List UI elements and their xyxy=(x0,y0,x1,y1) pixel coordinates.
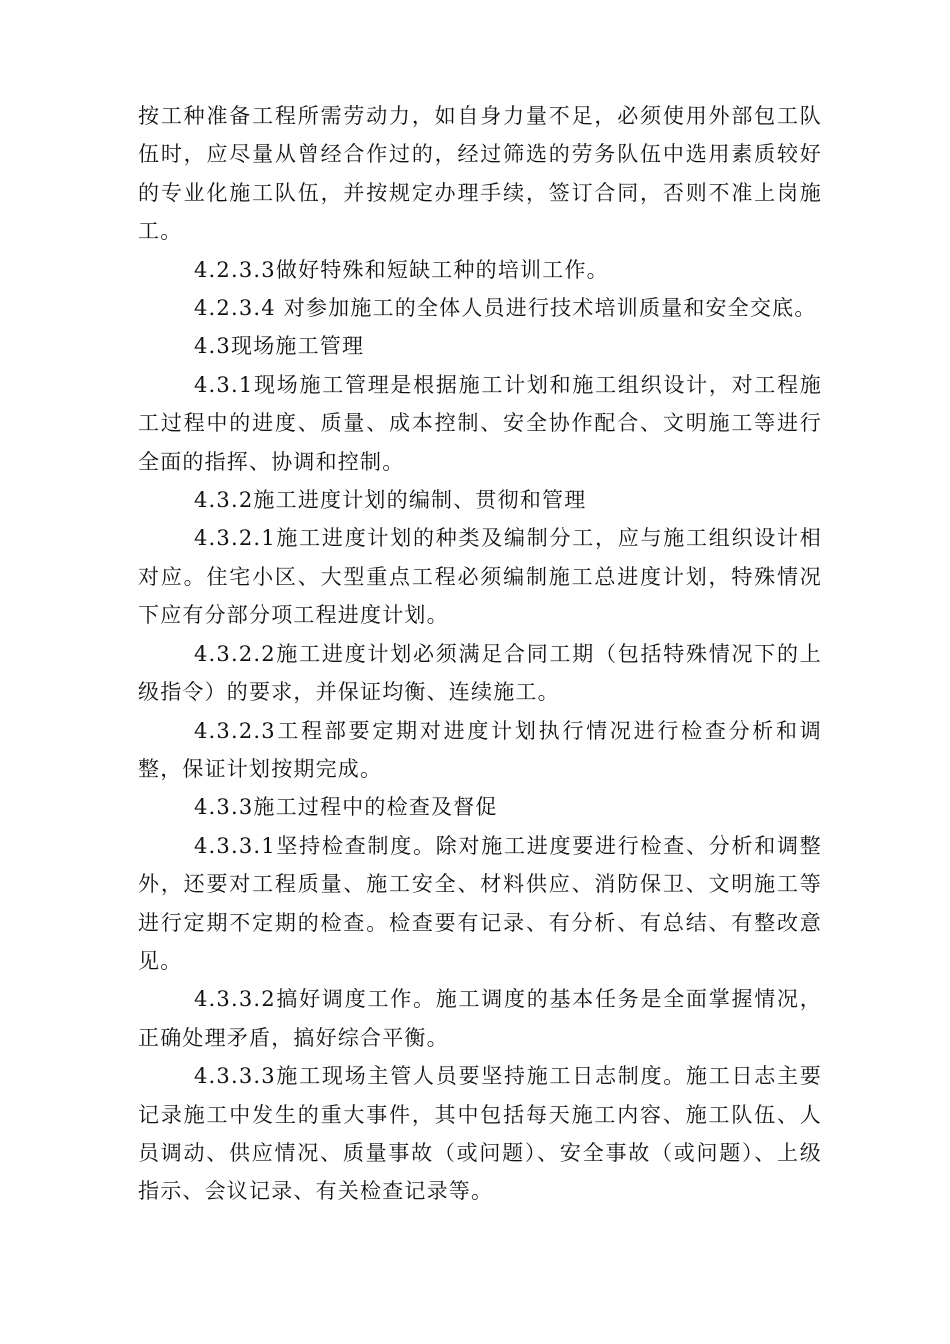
paragraph-4-2-3-3: 4.2.3.3做好特殊和短缺工种的培训工作。 xyxy=(194,257,609,282)
paragraph-4-3-3-1: 4.3.3.1坚持检查制度。除对施工进度要进行检查、分析和调整外，还要对工程质量、施工安全、材料供应、消防保卫、文明施工等进行定期不定期的检查。检查要有记录、有分析、有总结、有整改意见。 xyxy=(138,833,822,973)
paragraph-4-3-1: 4.3.1现场施工管理是根据施工计划和施工组织设计，对工程施工过程中的进度、质量、成本控制、安全协作配合、文明施工等进行全面的指挥、协调和控制。 xyxy=(138,372,822,474)
paragraph-4-3-2-1: 4.3.2.1施工进度计划的种类及编制分工，应与施工组织设计相对应。住宅小区、大型重点工程必须编制施工总进度计划，特殊情况下应有分部分项工程进度计划。 xyxy=(138,526,822,628)
paragraph-continuation-labor: 按工种准备工程所需劳动力，如自身力量不足，必须使用外部包工队伍时，应尽量从曾经合作过的，经过筛选的劳务队伍中选用素质较好的专业化施工队伍，并按规定办理手续，签订合同，否则不准上岗施工。 xyxy=(138,104,822,244)
heading-4-3: 4.3现场施工管理 xyxy=(194,334,365,359)
heading-4-3-3: 4.3.3施工过程中的检查及督促 xyxy=(194,795,498,820)
paragraph-4-3-2-3: 4.3.2.3工程部要定期对进度计划执行情况进行检查分析和调整，保证计划按期完成。 xyxy=(138,718,822,781)
paragraph-4-3-2-2: 4.3.2.2施工进度计划必须满足合同工期（包括特殊情况下的上级指令）的要求，并保证均衡、连续施工。 xyxy=(138,641,822,705)
document-body xyxy=(138,97,822,1211)
paragraph-4-2-3-4: 4.2.3.4 对参加施工的全体人员进行技术培训质量和安全交底。 xyxy=(194,296,817,321)
heading-4-3-2: 4.3.2施工进度计划的编制、贯彻和管理 xyxy=(194,488,587,513)
paragraph-4-3-3-2: 4.3.3.2搞好调度工作。施工调度的基本任务是全面掌握情况，正确处理矛盾，搞好综合平衡。 xyxy=(138,987,822,1050)
paragraph-4-3-3-3: 4.3.3.3施工现场主管人员要坚持施工日志制度。施工日志主要记录施工中发生的重大事件，其中包括每天施工内容、施工队伍、人员调动、供应情况、质量事故（或问题）、安全事故（或问题）、上级指示、会议记录、有关检查记录等。 xyxy=(138,1064,822,1204)
